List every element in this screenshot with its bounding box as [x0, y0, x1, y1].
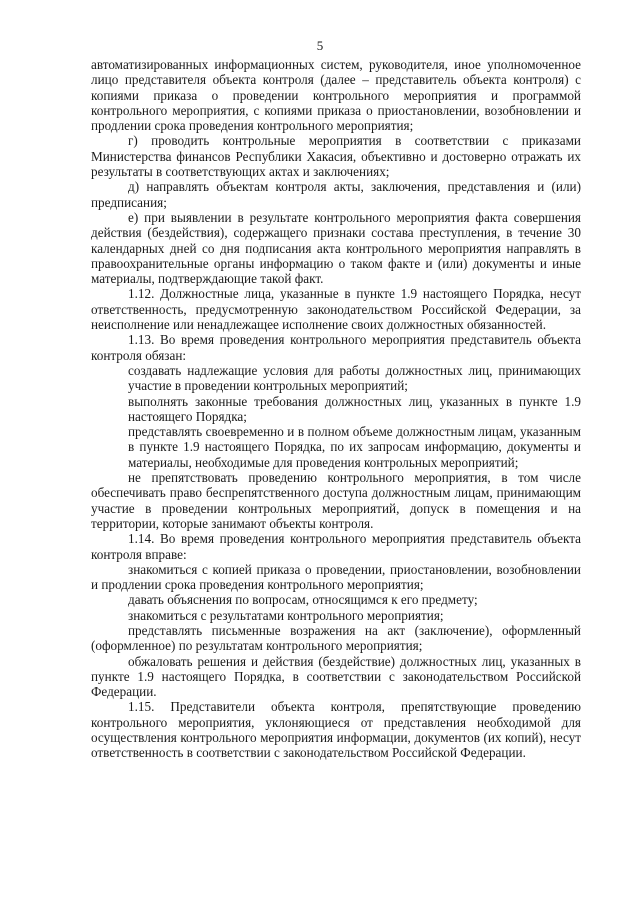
paragraph-clause-1-14: 1.14. Во время проведения контрольного мероприятия представитель объекта контроля вправе:	[91, 531, 581, 562]
paragraph-right-3: знакомиться с результатами контрольного мероприятия;	[128, 607, 444, 623]
paragraph-item-e: е) при выявлении в результате контрольного мероприятия факта совершения действия (бездействия), содержащего признаки состава преступления, в течение 30 календарных дней со дня подписания акта контрольного мероприятия направлять в правоохранительные органы информацию о таком факте и (или) документы и иные материалы, подтверждающие такой факт.	[91, 209, 581, 287]
paragraph-item-g: г) проводить контрольные мероприятия в соответствии с приказами Министерства финансов Республики Хакасия, объективно и достоверно отражать их результаты в соответствующих актах и заключениях;	[91, 133, 581, 180]
paragraph-right-4: представлять письменные возражения на акт (заключение), оформленный (оформленное) по результатам контрольного мероприятия;	[91, 622, 581, 654]
paragraph-cont-1: автоматизированных информационных систем, руководителя, иное уполномоченное лицо представителя объекта контроля (далее – представитель объекта контроля) с копиями приказа о проведении контрольного мероприятия и программой контрольного мероприятия, с копиями приказа о приостановлении, возобновлении и продлении срока проведения контрольного мероприятия;	[91, 57, 581, 134]
paragraph-right-5: обжаловать решения и действия (бездействие) должностных лиц, указанных в пункте 1.9 настоящего Порядка, в соответствии с законодательством Российской Федерации.	[91, 653, 581, 700]
paragraph-duty-3: представлять своевременно и в полном объеме должностным лицам, указанным в пункте 1.9 настоящего Порядка, по их запросам информацию, документы и материалы, необходимые для проведения контрольных мероприятий;	[128, 424, 581, 470]
paragraph-clause-1-13: 1.13. Во время проведения контрольного мероприятия представитель объекта контроля обязан:	[91, 332, 581, 363]
paragraph-clause-1-12: 1.12. Должностные лица, указанные в пункте 1.9 настоящего Порядка, несут ответственность, предусмотренную законодательством Российской Федерации, за неисполнение или ненадлежащее исполнение своих должностных обязанностей.	[91, 286, 581, 333]
document-body	[91, 57, 581, 761]
paragraph-clause-1-15: 1.15. Представители объекта контроля, препятствующие проведению контрольного мероприятия, уклоняющиеся от представления необходимой для осуществления контрольного мероприятия информации, документов (их копий), несут ответственность в соответствии с законодательством Российской Федерации.	[91, 699, 581, 761]
page-number: 5	[316, 38, 324, 53]
paragraph-right-1: знакомиться с копией приказа о проведении, приостановлении, возобновлении и продлении срока проведения контрольного мероприятия;	[91, 561, 581, 593]
paragraph-duty-4: не препятствовать проведению контрольного мероприятия, в том числе обеспечивать право беспрепятственного доступа должностным лицам, принимающим участие в проведении контрольных мероприятий, допуск в помещения и на территории, которые занимают объекты контроля.	[91, 470, 581, 531]
paragraph-item-d: д) направлять объектам контроля акты, заключения, представления и (или) предписания;	[91, 179, 581, 210]
paragraph-right-2: давать объяснения по вопросам, относящимся к его предмету;	[128, 592, 478, 608]
paragraph-duty-1: создавать надлежащие условия для работы должностных лиц, принимающих участие в проведении контрольных мероприятий;	[128, 362, 581, 394]
paragraph-duty-2: выполнять законные требования должностных лиц, указанных в пункте 1.9 настоящего Порядка;	[128, 393, 581, 424]
